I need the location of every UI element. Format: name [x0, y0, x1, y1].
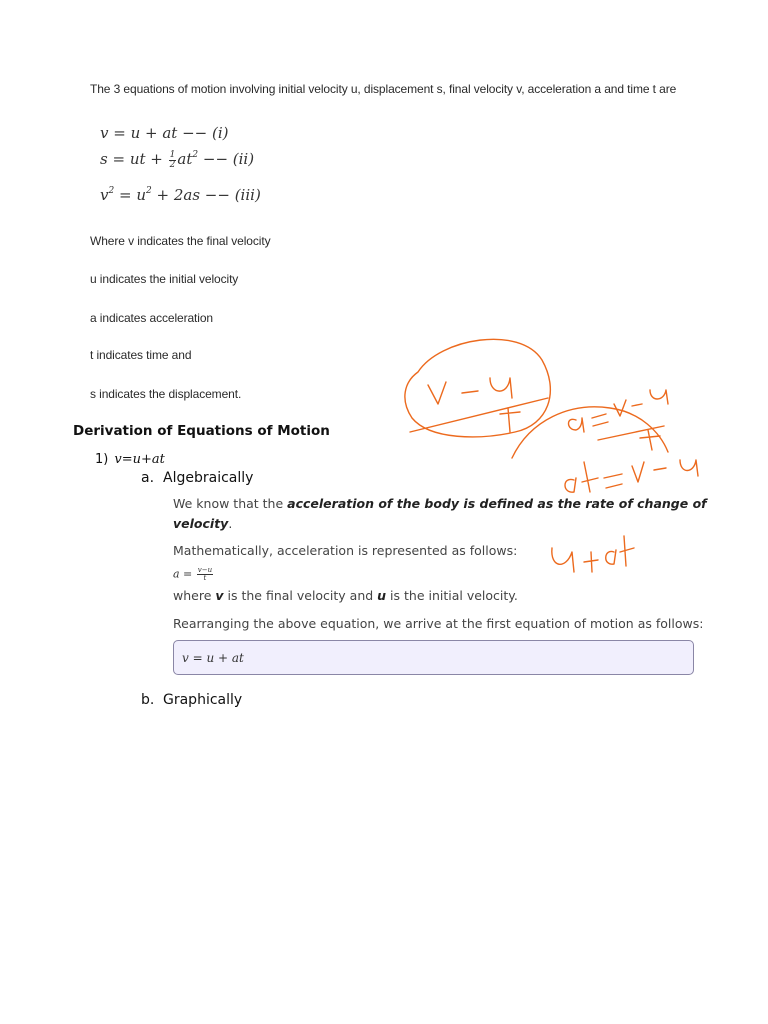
subitem-marker: b. [141, 692, 155, 708]
ink-t [500, 408, 520, 432]
paragraph-where: where v is the final velocity and u is the initial velocity. [173, 588, 518, 603]
ink-u4 [552, 548, 574, 572]
ink-bar2 [598, 426, 664, 440]
section-heading: Derivation of Equations of Motion [73, 423, 330, 439]
fraction-half: $\frac{1}{2}$ [169, 149, 176, 170]
ink-u3 [680, 460, 698, 476]
equation-2: s = ut + $\frac{1}{2}$ $at^2 -- (ii)$ [100, 149, 255, 170]
ink-minus [462, 391, 478, 393]
note-acceleration: a indicates acceleration [90, 311, 214, 325]
result-equation: v = u + at [182, 651, 244, 665]
emphasis-velocity: velocity [173, 516, 229, 531]
intro-text: The 3 equations of motion involving initial velocity u, displacement s, final velocity v, acceleration a and time t are [90, 82, 677, 96]
list-item-formula: v=u+at [114, 452, 165, 467]
ink-fraction-bar [410, 398, 548, 432]
ink-eq1 [592, 414, 608, 426]
ink-plus [584, 552, 598, 572]
ink-a [569, 418, 585, 432]
ink-at [565, 462, 598, 492]
paragraph-definition-line-2: velocity. [173, 516, 233, 531]
paragraph-definition-line-1: We know that the acceleration of the body is defined as the rate of change of [173, 496, 707, 511]
ink-u [490, 378, 512, 398]
note-displacement: s indicates the displacement. [90, 387, 242, 401]
paragraph-mathematically: Mathematically, acceleration is represented as follows: [173, 543, 518, 558]
note-time: t indicates time and [90, 348, 192, 362]
equation-1: v = u + at −− (i) [100, 124, 229, 142]
ink-eq2 [604, 474, 622, 488]
note-final-velocity: Where v indicates the final velocity [90, 234, 271, 248]
equation-3: $v^2 = u^2 + 2as -- (iii)$ [100, 186, 261, 204]
ink-minus3 [654, 468, 666, 470]
list-marker: 1) [95, 452, 109, 467]
subitem-label: Graphically [163, 692, 243, 708]
emphasis-definition: acceleration of the body is defined as the rate of change of [287, 496, 707, 511]
ink-minus2 [632, 404, 642, 406]
ink-v2 [614, 400, 626, 416]
fraction-v-minus-u-over-t: $\frac{v-u}{t}$ [197, 566, 213, 582]
note-initial-velocity: u indicates the initial velocity [90, 272, 239, 286]
ink-circle [405, 339, 550, 437]
subitem-marker: a. [141, 470, 155, 486]
ink-connector [512, 407, 668, 458]
ink-at2 [606, 536, 634, 566]
ink-v [428, 382, 446, 404]
ink-u2 [650, 390, 668, 404]
acceleration-formula: a = $\frac{v-u}{t}$ [173, 566, 213, 582]
ink-v3 [632, 462, 644, 482]
subitem-label: Algebraically [163, 470, 254, 486]
paragraph-rearranging: Rearranging the above equation, we arrive at the first equation of motion as follows: [173, 616, 704, 631]
